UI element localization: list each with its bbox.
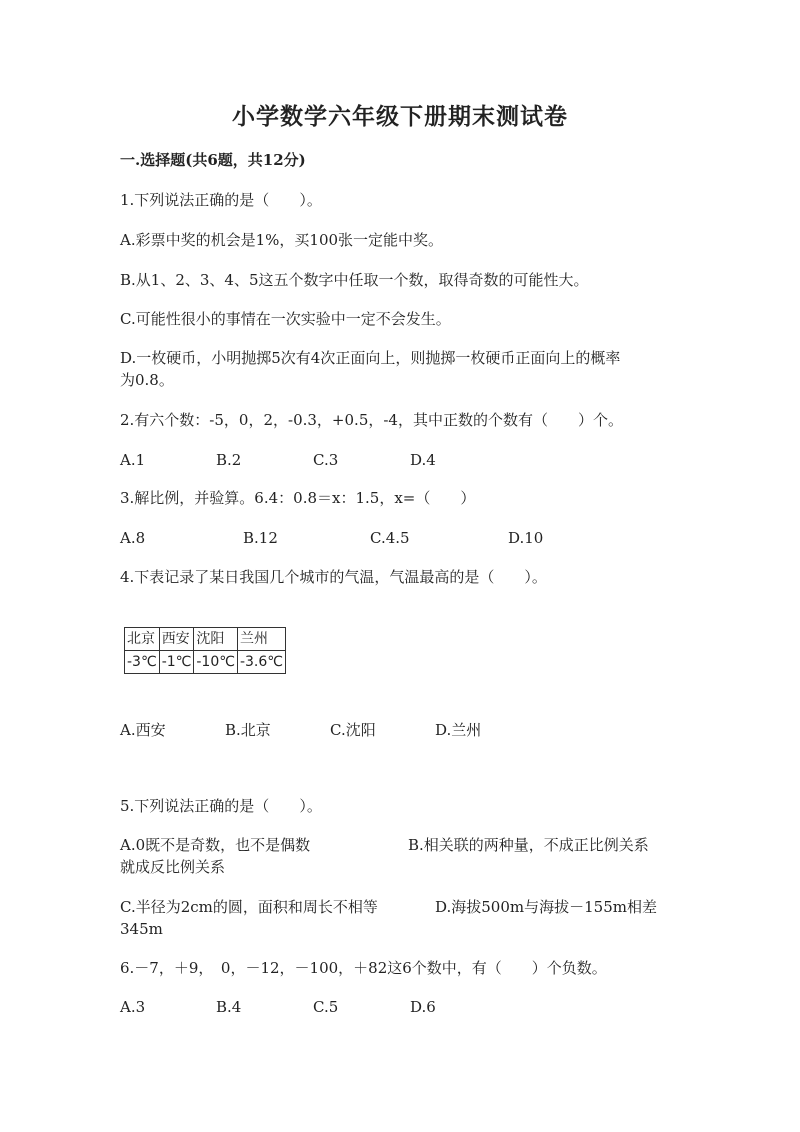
section-heading: 一.选择题(共6题，共12分): [120, 151, 306, 169]
question-2-option: B.2: [216, 451, 242, 469]
question-3-option: A.8: [120, 529, 146, 547]
question-3-option: C.4.5: [370, 529, 410, 547]
table-row: [125, 651, 286, 674]
question-1-option-b: B.从1、2、3、4、5这五个数字中任取一个数，取得奇数的可能性大。: [120, 271, 589, 289]
table-cell-temp: -10℃: [194, 651, 238, 674]
table-cell-temp: -1℃: [159, 651, 194, 674]
question-1-stem: 1.下列说法正确的是（ ）。: [120, 191, 322, 209]
table-cell-city: 北京: [125, 628, 160, 651]
table-cell-temp: -3.6℃: [237, 651, 285, 674]
question-5-option-b-cont: 就成反比例关系: [120, 858, 226, 876]
question-6-option: C.5: [313, 998, 339, 1016]
question-4-option: A.西安: [120, 721, 166, 739]
question-4-option: D.兰州: [435, 721, 482, 739]
question-4-option: C.沈阳: [330, 721, 376, 739]
question-5-option-c: C.半径为2cm的圆，面积和周长不相等: [120, 898, 378, 916]
question-3-option: D.10: [508, 529, 544, 547]
question-5-option-d-cont: 345m: [120, 920, 163, 938]
question-3-option: B.12: [243, 529, 278, 547]
table-cell-city: 西安: [159, 628, 194, 651]
question-1-option-d: D.一枚硬币，小明抛掷5次有4次正面向上，则抛掷一枚硬币正面向上的概率: [120, 349, 621, 367]
question-5-stem: 5.下列说法正确的是（ ）。: [120, 797, 322, 815]
question-2-option: D.4: [410, 451, 436, 469]
question-6-option: D.6: [410, 998, 436, 1016]
table-cell-city: 沈阳: [194, 628, 238, 651]
table-cell-city: 兰州: [237, 628, 285, 651]
question-1-option-c: C.可能性很小的事情在一次实验中一定不会发生。: [120, 310, 451, 328]
question-6-stem: 6.－7，＋9， 0，－12，－100，＋82这6个数中，有（ ）个负数。: [120, 959, 607, 977]
question-5-option-a: A.0既不是奇数，也不是偶数: [120, 836, 311, 854]
temperature-table: [124, 627, 286, 674]
question-1-option-d-cont: 为0.8。: [120, 371, 174, 389]
question-4-stem: 4.下表记录了某日我国几个城市的气温，气温最高的是（ ）。: [120, 568, 547, 586]
question-6-option: A.3: [120, 998, 146, 1016]
question-6-option: B.4: [216, 998, 242, 1016]
page-title: 小学数学六年级下册期末测试卷: [232, 103, 568, 130]
question-5-option-b: B.相关联的两种量，不成正比例关系: [408, 836, 649, 854]
question-1-option-a: A.彩票中奖的机会是1%，买100张一定能中奖。: [120, 231, 444, 249]
table-row: [125, 628, 286, 651]
question-4-option: B.北京: [225, 721, 271, 739]
question-3-stem: 3.解比例，并验算。6.4：0.8＝x：1.5，x=（ ）: [120, 489, 476, 507]
question-5-option-d: D.海拔500m与海拔－155m相差: [435, 898, 657, 916]
question-2-option: C.3: [313, 451, 339, 469]
table-cell-temp: -3℃: [125, 651, 160, 674]
question-2-option: A.1: [120, 451, 146, 469]
question-2-stem: 2.有六个数：-5，0，2，-0.3，+0.5，-4，其中正数的个数有（ ）个。: [120, 411, 623, 429]
